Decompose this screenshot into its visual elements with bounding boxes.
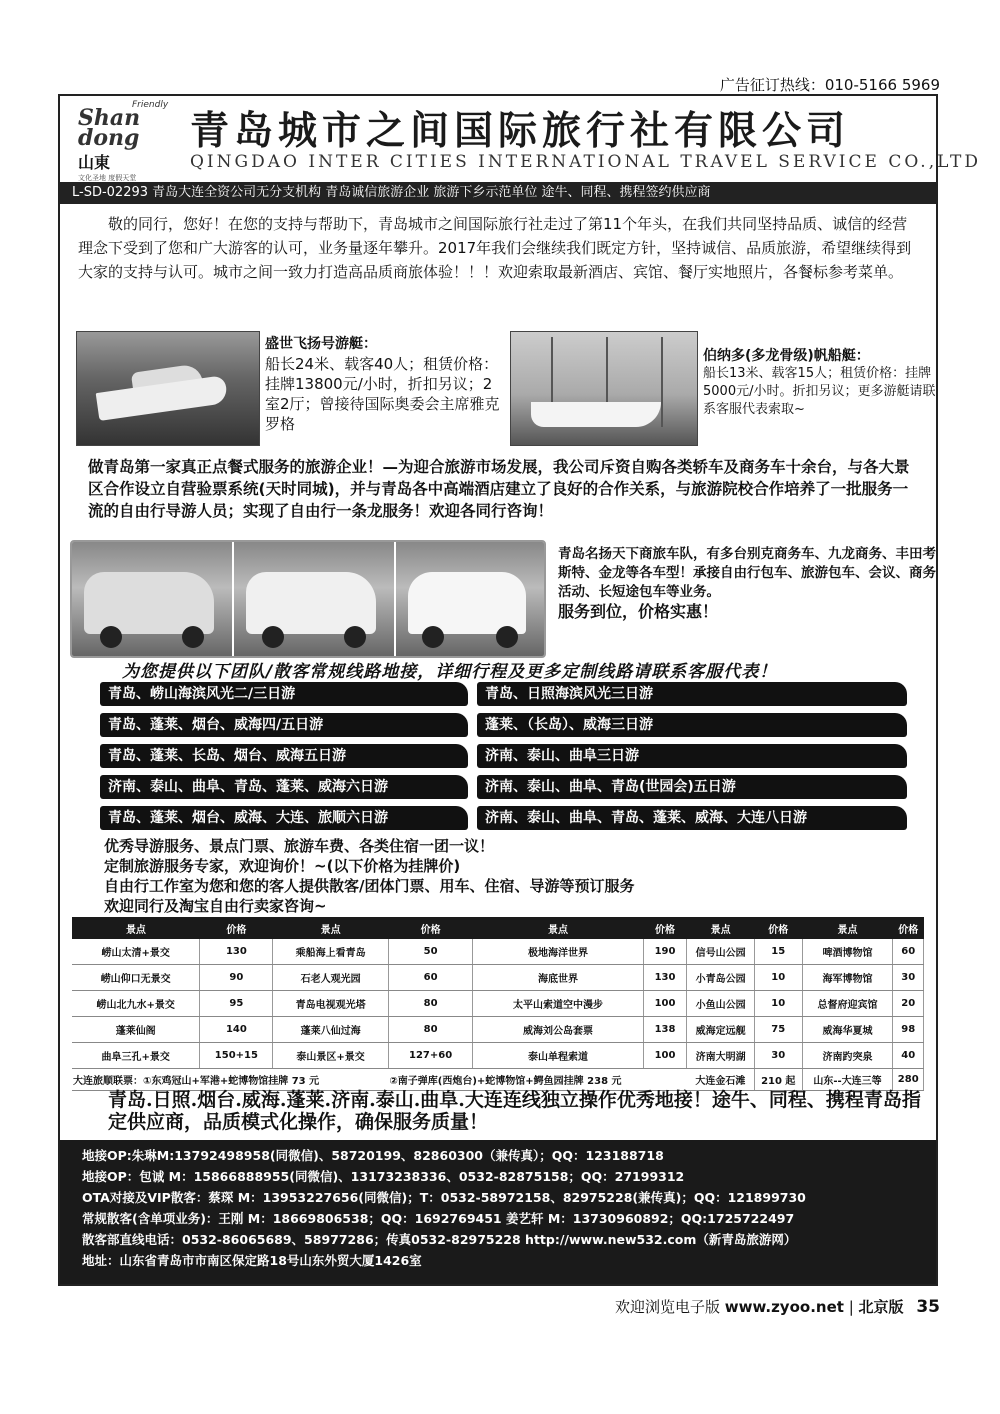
route-item: 蓬莱、（长岛）、威海三日游 xyxy=(477,713,907,737)
price-table-header xyxy=(72,917,924,939)
services-list xyxy=(104,836,924,916)
route-item: 青岛、崂山海滨风光二/三日游 xyxy=(100,682,468,706)
fleet-description xyxy=(558,545,938,621)
table-cell: 威海定远舰 xyxy=(687,1017,755,1043)
table-cell: 20 xyxy=(893,991,924,1017)
table-cell: 总督府迎宾馆 xyxy=(802,991,893,1017)
table-cell: 210 起 xyxy=(754,1069,802,1091)
yacht1-description xyxy=(265,334,500,434)
table-cell: 50 xyxy=(388,939,473,965)
route-item: 济南、泰山、曲阜三日游 xyxy=(477,744,907,768)
car-photo xyxy=(396,542,546,656)
table-cell: 60 xyxy=(388,965,473,991)
table-cell: 啤酒博物馆 xyxy=(802,939,893,965)
ad-hotline: 广告征订热线：010-5166 5969 xyxy=(719,76,940,94)
shandong-logo xyxy=(78,100,173,182)
col-header: 景点 xyxy=(687,917,755,939)
footer-url[interactable]: www.zyoo.net xyxy=(724,1298,844,1316)
table-cell: 太平山索道空中漫步 xyxy=(473,991,643,1017)
route-item: 青岛、日照海滨风光三日游 xyxy=(477,682,907,706)
footer-text: 欢迎浏览电子版 xyxy=(614,1298,720,1316)
table-cell: 10 xyxy=(754,965,802,991)
table-cell: 石老人观光园 xyxy=(273,965,388,991)
contact-line: 散客部直线电话：0532-86065689、58977286；传真0532-82975228 http://www.new532.com（新青岛旅游网） xyxy=(82,1232,797,1247)
table-cell: 泰山景区+景交 xyxy=(273,1043,388,1069)
table-row xyxy=(72,991,924,1017)
table-cell: 济南大明湖 xyxy=(687,1043,755,1069)
price-table xyxy=(72,917,924,1091)
fleet-text: 青岛名扬天下商旅车队，有多台别克商务车、九龙商务、丰田考斯特、金龙等各车型！承接自由行包车、旅游包车、会议、商务活动、长短途包车等业务。 xyxy=(558,546,936,600)
route-item: 济南、泰山、曲阜、青岛、蓬莱、威海六日游 xyxy=(100,775,468,799)
car-photo xyxy=(72,542,232,656)
table-cell: 190 xyxy=(643,939,687,965)
table-cell: 海底世界 xyxy=(473,965,643,991)
credentials-bar: L-SD-02293 青岛大连全资公司无分支机构 青岛诚信旅游企业 旅游下乡示范单位 途牛、同程、携程签约供应商 xyxy=(60,182,936,204)
yacht2-text: 船长13米、载客15人；租赁价格：挂牌5000元/小时。折扣另议；更多游艇请联系客服代表索取~ xyxy=(703,366,936,417)
table-cell: 90 xyxy=(200,965,273,991)
table-cell: 小青岛公园 xyxy=(687,965,755,991)
col-header: 价格 xyxy=(200,917,273,939)
sailboat-photo xyxy=(510,331,698,446)
contact-line: 地接OP:朱琳M:13792498958(同微信)、58720199、82860300（兼传真）；QQ：123188718 xyxy=(82,1148,664,1163)
table-row xyxy=(72,965,924,991)
contact-line: 地址：山东省青岛市市南区保定路18号山东外贸大厦1426室 xyxy=(82,1253,422,1268)
tour-slogan: 青岛.日照.烟台.威海.蓬莱.济南.泰山.曲阜.大连连线独立操作优秀地接！途牛、同程、携程青岛指定供应商，品质模式化操作，确保服务质量！ xyxy=(108,1089,921,1133)
yacht2-description xyxy=(703,347,938,419)
table-cell: 40 xyxy=(893,1043,924,1069)
col-header: 景点 xyxy=(473,917,643,939)
table-cell: 75 xyxy=(754,1017,802,1043)
car-photo xyxy=(234,542,394,656)
table-cell: 崂山北九水+景交 xyxy=(72,991,200,1017)
page-footer: 欢迎浏览电子版 www.zyoo.net | 北京版 35 xyxy=(614,1297,940,1317)
contact-block xyxy=(60,1140,936,1284)
intro-paragraph: 敬的同行，您好！在您的支持与帮助下，青岛城市之间国际旅行社走过了第11个年头，在我们共同坚持品质、诚信的经营理念下受到了您和广大游客的认可，业务量逐年攀升。2017年我们会继续我们既定方针，坚持诚信、品质旅游，希望继续得到大家的支持与认可。城市之间一致力打造高品质商旅体验！！！欢迎索取最新酒店、宾馆、餐厅实地照片，各餐标参考菜单。 xyxy=(78,215,912,281)
footer-edition: 北京版 xyxy=(858,1298,904,1316)
table-cell: 信号山公园 xyxy=(687,939,755,965)
col-header: 景点 xyxy=(273,917,388,939)
table-cell: 140 xyxy=(200,1017,273,1043)
route-item: 济南、泰山、曲阜、青岛(世园会)五日游 xyxy=(477,775,907,799)
table-cell: 蓬莱八仙过海 xyxy=(273,1017,388,1043)
table-row xyxy=(72,1017,924,1043)
table-cell: 曲阜三孔+景交 xyxy=(72,1043,200,1069)
table-cell: 30 xyxy=(754,1043,802,1069)
table-cell: 青岛电视观光塔 xyxy=(273,991,388,1017)
col-header: 景点 xyxy=(72,917,200,939)
contact-line: 常规散客(含单项业务)：王刚 M：18669806538；QQ：1692769451 姜艺轩 M：13730960892；QQ:1725722497 xyxy=(82,1211,795,1226)
company-name-cn: 青岛城市之间国际旅行社有限公司 xyxy=(190,109,851,154)
routes-heading: 为您提供以下团队/散客常规线路地接，详细行程及更多定制线路请联系客服代表！ xyxy=(122,662,778,682)
table-cell: 30 xyxy=(893,965,924,991)
table-cell: 95 xyxy=(200,991,273,1017)
col-header: 价格 xyxy=(643,917,687,939)
table-cell: 127+60 xyxy=(388,1043,473,1069)
table-cell: 138 xyxy=(643,1017,687,1043)
table-cell: 15 xyxy=(754,939,802,965)
route-item: 青岛、蓬莱、长岛、烟台、威海五日游 xyxy=(100,744,468,768)
dalian-ticket-2: ②南子弹库(西炮台)+蛇博物馆+鳄鱼园挂牌 238 元 xyxy=(388,1069,687,1091)
yacht2-heading: 伯纳多(多龙骨级)帆船艇： xyxy=(703,348,870,364)
table-cell: 130 xyxy=(200,939,273,965)
logo-en: Shan dong xyxy=(78,105,141,151)
yacht1-heading: 盛世飞扬号游艇： xyxy=(265,336,377,352)
route-item: 济南、泰山、曲阜、青岛、蓬莱、威海、大连八日游 xyxy=(477,806,907,830)
table-cell: 泰山单程索道 xyxy=(473,1043,643,1069)
table-cell: 威海华夏城 xyxy=(802,1017,893,1043)
table-cell: 威海刘公岛套票 xyxy=(473,1017,643,1043)
logo-friendly: Friendly xyxy=(132,100,169,110)
table-cell: 10 xyxy=(754,991,802,1017)
table-cell: 100 xyxy=(643,1043,687,1069)
table-cell: 大连金石滩 xyxy=(687,1069,755,1091)
table-cell: 80 xyxy=(388,1017,473,1043)
yacht1-text: 船长24米、载客40人；租赁价格：挂牌13800元/小时，折扣另议；2室2厅；曾接待国际奥委会主席雅克罗格 xyxy=(265,355,500,433)
company-name-en: QINGDAO INTER CITIES INTERNATIONAL TRAVEL SERVICE CO.,LTD xyxy=(190,152,981,172)
contact-line: 地接OP：包诚 M：15866888955(同微信)、13173238336、0532-82875158；QQ：27199312 xyxy=(82,1169,685,1184)
table-cell: 130 xyxy=(643,965,687,991)
col-header: 价格 xyxy=(754,917,802,939)
fleet-photos xyxy=(70,540,546,658)
table-cell: 崂山仰口无景交 xyxy=(72,965,200,991)
table-row xyxy=(72,939,924,965)
logo-sub: 文化圣地 度假天堂 xyxy=(78,174,137,182)
table-cell: 80 xyxy=(388,991,473,1017)
logo-cn: 山東 xyxy=(78,153,111,172)
route-item: 青岛、蓬莱、烟台、威海四/五日游 xyxy=(100,713,468,737)
table-cell: 150+15 xyxy=(200,1043,273,1069)
service-line: 欢迎同行及淘宝自由行卖家咨询~ xyxy=(104,897,327,915)
table-cell: 崂山太清+景交 xyxy=(72,939,200,965)
table-cell: 极地海洋世界 xyxy=(473,939,643,965)
col-header: 价格 xyxy=(893,917,924,939)
table-row xyxy=(72,1069,924,1091)
contact-line: OTA对接及VIP散客：蔡琛 M：13953227656(同微信)；T：0532-58972158、82975228(兼传真)；QQ：121899730 xyxy=(82,1190,806,1205)
service-line: 定制旅游服务专家，欢迎询价！~(以下价格为挂牌价) xyxy=(104,857,461,875)
col-header: 价格 xyxy=(388,917,473,939)
table-cell: 乘船海上看青岛 xyxy=(273,939,388,965)
table-cell: 海军博物馆 xyxy=(802,965,893,991)
col-header: 景点 xyxy=(802,917,893,939)
table-cell: 小鱼山公园 xyxy=(687,991,755,1017)
table-cell: 山东--大连三等 xyxy=(802,1069,893,1091)
service-line: 优秀导游服务、景点门票、旅游车费、各类住宿一团一议！ xyxy=(104,837,495,855)
promo-paragraph: 做青岛第一家真正点餐式服务的旅游企业！—为迎合旅游市场发展，我公司斥资自购各类轿车及商务车十余台，与各大景区合作设立自营验票系统(天时同城)，并与青岛各中高端酒店建立了良好的合作关系，与旅游院校合作培养了一批服务一流的自由行导游人员；实现了自由行一条龙服务！欢迎各同行咨询！ xyxy=(88,458,910,520)
table-cell: 100 xyxy=(643,991,687,1017)
table-cell: 蓬莱仙阁 xyxy=(72,1017,200,1043)
service-line: 自由行工作室为您和您的客人提供散客/团体门票、用车、住宿、导游等预订服务 xyxy=(104,877,635,895)
table-cell: 济南趵突泉 xyxy=(802,1043,893,1069)
table-cell: 98 xyxy=(893,1017,924,1043)
table-row xyxy=(72,1043,924,1069)
table-cell: 280 xyxy=(893,1069,924,1091)
table-cell: 60 xyxy=(893,939,924,965)
route-item: 青岛、蓬莱、烟台、威海、大连、旅顺六日游 xyxy=(100,806,468,830)
page-number: 35 xyxy=(916,1297,940,1317)
yacht-photo-1 xyxy=(76,331,260,446)
fleet-slogan: 服务到位，价格实惠！ xyxy=(558,602,719,621)
dalian-ticket-1: 大连旅顺联票：①东鸡冠山+军港+蛇博物馆挂牌 73 元 xyxy=(72,1069,388,1091)
